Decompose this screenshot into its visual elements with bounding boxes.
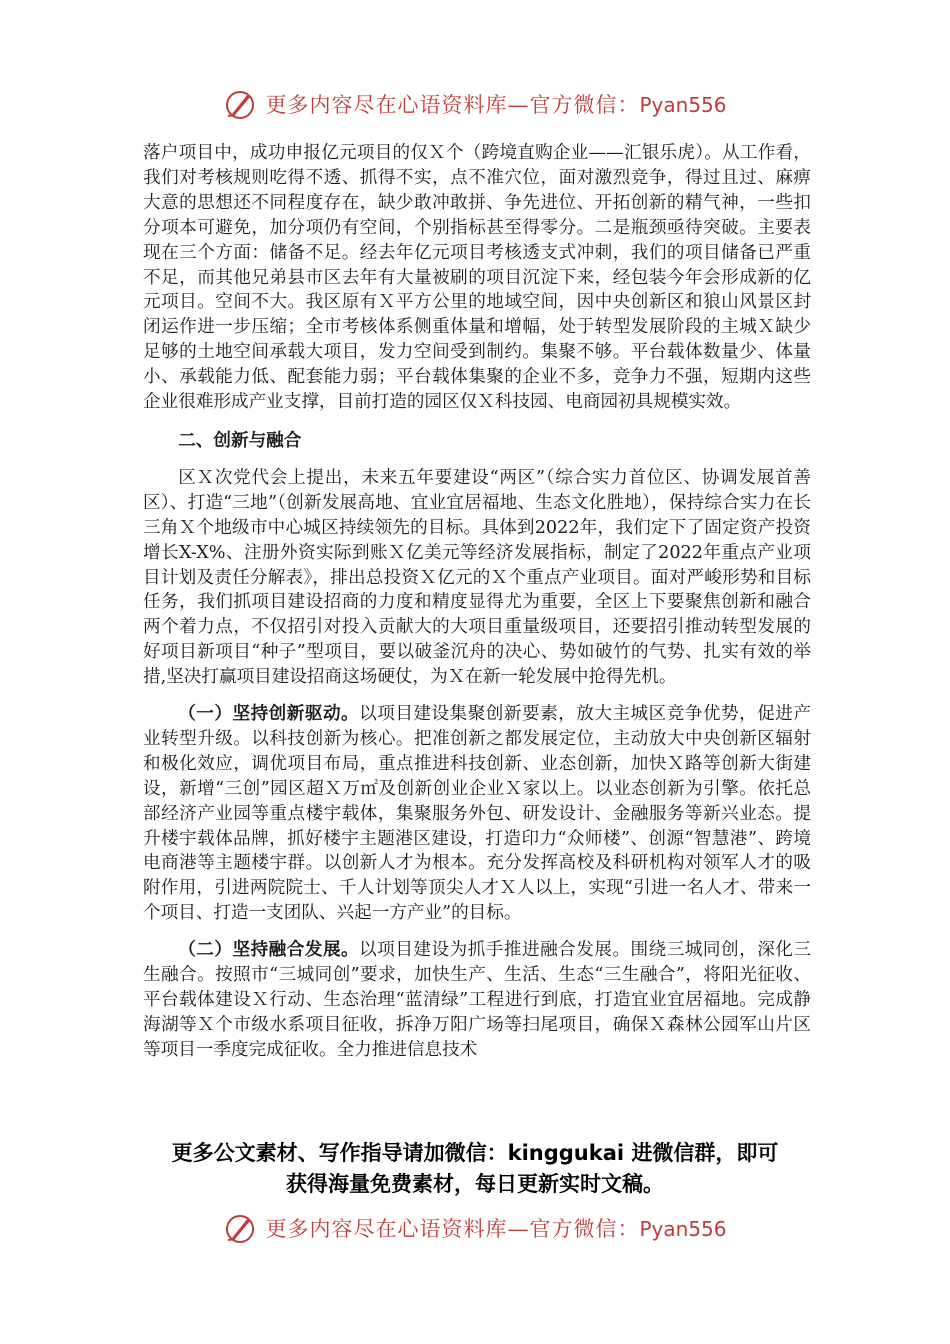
subheading-innovation: （一）坚持创新驱动。: [178, 703, 360, 725]
watermark-text: 更多内容尽在心语资料库—官方微信：Pyan556: [265, 93, 727, 117]
quill-logo-icon: [223, 87, 257, 121]
document-body: [143, 141, 811, 1063]
paragraph: 落户项目中，成功申报亿元项目的仅Ｘ个（跨境直购企业——汇银乐虎）。从工作看，我们对考核规则吃得不透、抓得不实，点不准穴位，面对激烈竞争，得过且过、麻痹大意的思想还不同程度存在，缺少敢冲敢拼、争先进位、开拓创新的精气神，一些扣分项本可避免，加分项仍有空间，个别指标甚至得零分。二是瓶颈亟待突破。主要表现在三个方面：储备不足。经去年亿元项目考核透支式冲刺，我们的项目储备已严重不足，而其他兄弟县市区去年有大量被刷的项目沉淀下来，经包装今年会形成新的亿元项目。空间不大。我区原有Ｘ平方公里的地域空间，因中央创新区和狼山风景区封闭运作进一步压缩；全市考核体系侧重体量和增幅，处于转型发展阶段的主城Ｘ缺少足够的土地空间承载大项目，发力空间受到制约。集聚不够。平台载体数量少、体量小、承载能力低、配套能力弱；平台载体集聚的企业不多，竞争力不强，短期内这些企业很难形成产业支撑，目前打造的园区仅Ｘ科技园、电商园初具规模实效。: [143, 143, 811, 413]
promo-line-1: 更多公文素材、写作指导请加微信：kinggukai 进微信群，即可: [171, 1141, 779, 1165]
watermark-footer: [0, 1206, 950, 1250]
section-heading: 二、创新与融合: [178, 429, 302, 451]
paragraph: 区Ｘ次党代会上提出，未来五年要建设“两区”（综合实力首位区、协调发展首善区）、打造“三地”（创新发展高地、宜业宜居福地、生态文化胜地），保持综合实力在长三角Ｘ个地级市中心城区持续领先的目标。具体到2022年，我们定下了固定资产投资增长X-X%、注册外资实际到账Ｘ亿美元等经济发展指标，制定了2022年重点产业项目计划及责任分解表》，排出总投资Ｘ亿元的Ｘ个重点产业项目。面对严峻形势和目标任务，我们抓项目建设招商的力度和精度显得尤为重要，全区上下要聚焦创新和融合两个着力点，不仅招引对投入贡献大的大项目重量级项目，还要招引推动转型发展的好项目新项目“种子”型项目，要以破釜沉舟的决心、势如破竹的气势、扎实有效的举措,坚决打赢项目建设招商这场硬仗，为Ｘ在新一轮发展中抢得先机。: [143, 467, 811, 688]
watermark-header: [0, 82, 950, 126]
paragraph-integration: （二）坚持融合发展。以项目建设为抓手推进融合发展。围绕三城同创，深化三生融合。按照市“三城同创”要求，加快生产、生活、生态“三生融合”，将阳光征收、平台载体建设Ｘ行动、生态治理“蓝清绿”工程进行到底，打造宜业宜居福地。完成静海湖等Ｘ个市级水系项目征收，拆净万阳广场等扫尾项目，确保Ｘ森林公园军山片区等项目一季度完成征收。全力推进信息技术: [143, 939, 811, 1060]
subheading-integration: （二）坚持融合发展。: [178, 939, 360, 961]
promo-banner: [110, 1138, 840, 1200]
promo-line-2: 获得海量免费素材，每日更新实时文稿。: [286, 1172, 664, 1196]
quill-logo-icon: [223, 1211, 257, 1245]
paragraph-innovation: （一）坚持创新驱动。以项目建设集聚创新要素，放大主城区竞争优势，促进产业转型升级。以科技创新为核心。把准创新之都发展定位，主动放大中央创新区辐射和极化效应，调优项目布局，重点推进科技创新、业态创新，加快Ｘ路等创新大街建设，新增“三创”园区超Ｘ万㎡及创新创业企业Ｘ家以上。以业态创新为引擎。依托总部经济产业园等重点楼宇载体，集聚服务外包、研发设计、金融服务等新兴业态。提升楼宇载体品牌，抓好楼宇主题港区建设，打造印力“众师楼”、创源“智慧港”、跨境电商港等主题楼宇群。以创新人才为根本。充分发挥高校及科研机构对领军人才的吸附作用，引进两院院士、千人计划等顶尖人才Ｘ人以上，实现“引进一名人才、带来一个项目、打造一支团队、兴起一方产业”的目标。: [143, 703, 811, 924]
watermark-text: 更多内容尽在心语资料库—官方微信：Pyan556: [265, 1217, 727, 1241]
